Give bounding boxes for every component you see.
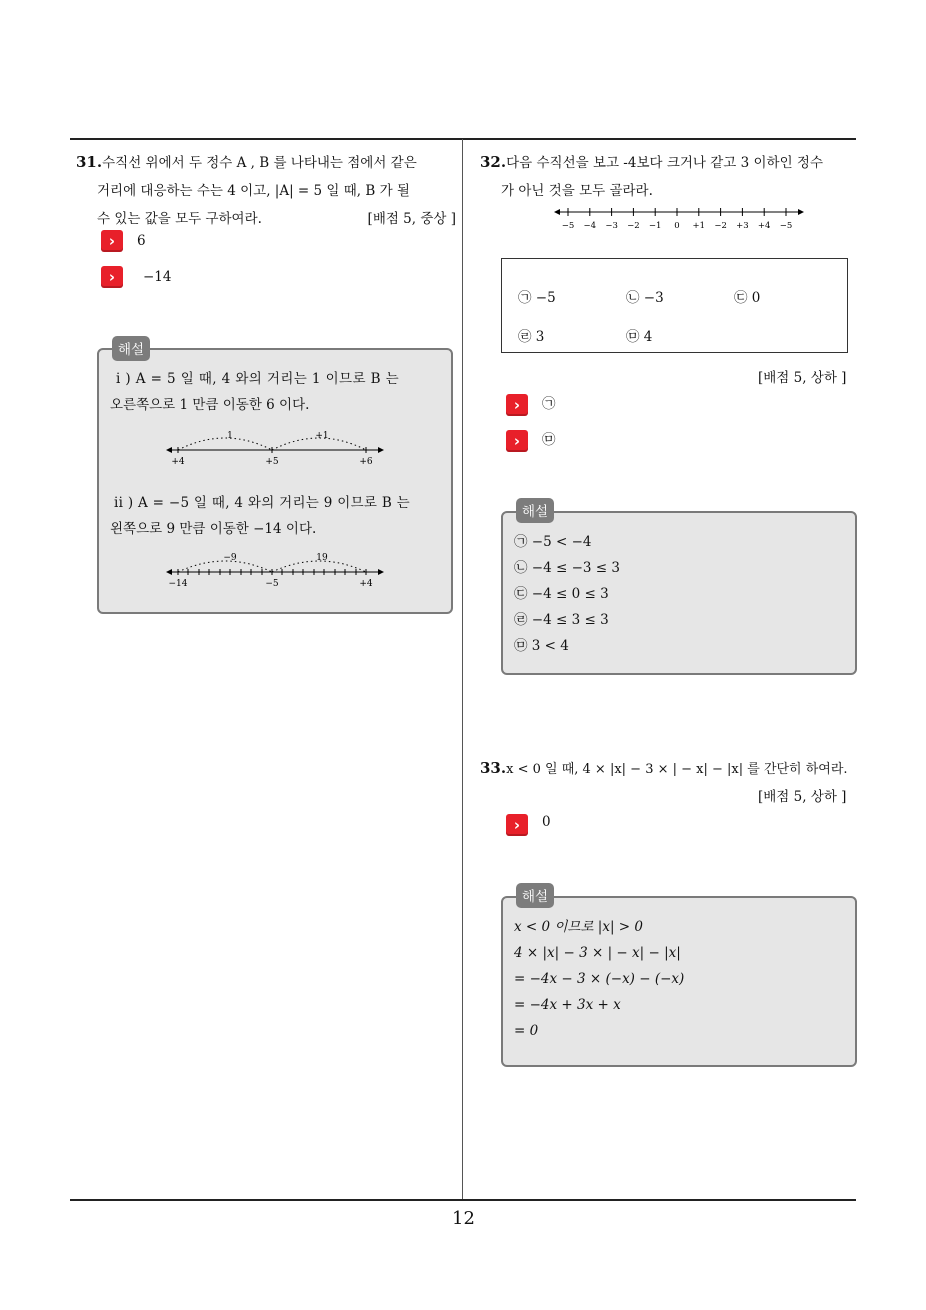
answer-arrow-icon: › [506, 814, 528, 836]
question-number: 31. [76, 153, 103, 171]
answer-arrow-icon: › [506, 394, 528, 416]
score-label: [배점 5, 상하 ] [758, 370, 847, 386]
answer-row [101, 266, 172, 288]
arc-label: 19 [316, 553, 328, 563]
question-number: 32. [480, 153, 507, 171]
question-32 [480, 148, 860, 205]
answer-row [101, 230, 146, 252]
explanation-lines: x < 0 이므로 |x| > 0 4 × |x| − 3 × | − x| − |x| = −4x − 3 × (−x) − (−x) = −4x + 3x + x = 0 [514, 919, 685, 1039]
answer-row [506, 430, 556, 452]
tick-label: +3 [736, 221, 749, 231]
question-text: 거리에 대응하는 수는 4 이고, |A| = 5 일 때, B 가 될 [97, 183, 410, 199]
choice-a: ㉠ −5 [518, 290, 556, 306]
page-number: 12 [452, 1208, 475, 1229]
tick-label: −2 [627, 221, 640, 231]
answer-value: −14 [143, 269, 172, 285]
question-text: x < 0 일 때, 4 × |x| − 3 × | − x| − |x| 를 간단히 하여라. [506, 762, 848, 777]
question-text: 다음 수직선을 보고 -4보다 크거나 같고 3 이하인 정수 [506, 155, 823, 171]
score-label: [배점 5, 상하 ] [758, 789, 847, 805]
answer-value: ㉠ [542, 396, 556, 412]
tick-label: −14 [168, 579, 188, 589]
question-text: 가 아닌 것을 모두 골라라. [501, 183, 653, 199]
tick-label: −3 [605, 221, 618, 231]
answer-arrow-icon: › [101, 266, 123, 288]
question-number: 33. [480, 759, 507, 777]
tick-label: −1 [648, 221, 662, 231]
tick-label: +4 [171, 457, 185, 467]
explanation-tag: 해설 [516, 883, 554, 908]
explanation-case-2: ii ) A = −5 일 때, 4 와의 거리는 9 이므로 B 는 왼쪽으로 9 만큼 이동한 −14 이다. [110, 495, 410, 537]
explanation-lines: ㉠ −5 < −4 ㉡ −4 ≤ −3 ≤ 3 ㉢ −4 ≤ 0 ≤ 3 ㉣ −4 ≤ 3 ≤ 3 ㉤ 3 < 4 [514, 534, 620, 654]
tick-label: 0 [674, 221, 680, 231]
arc-label: +1 [315, 431, 329, 441]
tick-label: +4 [757, 221, 771, 231]
number-line-case-1 [160, 426, 390, 470]
choice-e: ㉤ 4 [626, 329, 653, 345]
arc-label: 1 [227, 431, 233, 441]
question-33 [480, 754, 860, 784]
question-text: 수 있는 값을 모두 구하여라. [97, 211, 262, 227]
question-number-line [552, 202, 808, 234]
tick-label: −2 [714, 221, 727, 231]
explanation-tag: 해설 [516, 498, 554, 523]
answer-arrow-icon: › [101, 230, 123, 252]
tick-label: −5 [779, 221, 793, 231]
answer-row [506, 814, 551, 836]
score-label: [배점 5, 중상 ] [367, 211, 456, 227]
tick-label: +4 [359, 579, 373, 589]
bottom-rule [70, 1199, 856, 1201]
question-31 [76, 148, 456, 233]
tick-label: +5 [265, 457, 279, 467]
answer-value: 6 [137, 233, 146, 249]
answer-value: 0 [542, 814, 551, 830]
tick-label: −5 [561, 221, 575, 231]
answer-row [506, 394, 556, 416]
explanation-tag: 해설 [112, 336, 150, 361]
tick-label: −5 [265, 579, 279, 589]
tick-label: −4 [583, 221, 597, 231]
choice-b: ㉡ −3 [626, 290, 664, 306]
answer-arrow-icon: › [506, 430, 528, 452]
tick-label: +6 [359, 457, 373, 467]
choice-c: ㉢ 0 [734, 290, 761, 306]
choice-d: ㉣ 3 [518, 329, 545, 345]
question-text: 수직선 위에서 두 정수 A , B 를 나타내는 점에서 같은 [102, 155, 417, 171]
tick-label: +1 [692, 221, 706, 231]
top-rule [70, 138, 856, 140]
arc-label: −9 [223, 553, 237, 563]
answer-value: ㉤ [542, 432, 556, 448]
explanation-case-1: i ) A = 5 일 때, 4 와의 거리는 1 이므로 B 는 오른쪽으로 1 만큼 이동한 6 이다. [110, 371, 400, 413]
column-divider [462, 139, 463, 1201]
number-line-case-2 [160, 550, 390, 592]
